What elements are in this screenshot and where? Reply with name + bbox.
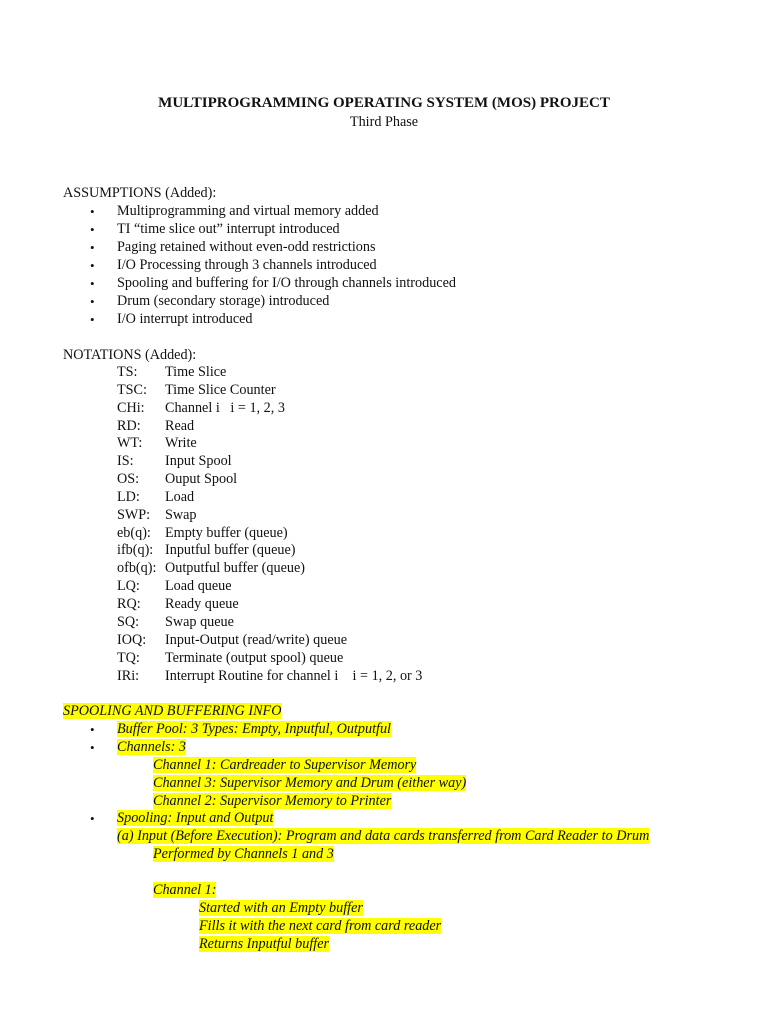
bullet-icon: • — [90, 258, 95, 273]
bullet-icon: • — [90, 276, 95, 291]
bullet-icon: • — [90, 740, 95, 755]
notation-abbr: RD: — [117, 418, 141, 434]
assumption-item: I/O interrupt introduced — [117, 311, 253, 327]
notation-desc: Input-Output (read/write) queue — [165, 632, 348, 648]
assumption-item: Spooling and buffering for I/O through channels introduced — [117, 275, 456, 291]
notation-abbr: LQ: — [117, 578, 140, 594]
assumption-item: TI “time slice out” interrupt introduced — [117, 221, 340, 237]
notation-row — [117, 560, 305, 577]
page-subtitle: Third Phase — [349, 114, 419, 130]
notation-row — [117, 453, 232, 470]
channel1-step — [199, 900, 363, 917]
notation-desc: Interrupt Routine for channel i i = 1, 2, or 3 — [165, 668, 423, 684]
channel1-step — [199, 936, 329, 953]
notation-desc: Empty buffer (queue) — [165, 525, 288, 541]
notation-desc: Input Spool — [165, 453, 232, 469]
channel1-step-text: Returns Inputful buffer — [199, 936, 330, 952]
notation-row — [117, 435, 197, 452]
notation-row — [117, 632, 347, 649]
channel1-heading-text: Channel 1: — [153, 882, 217, 898]
assumptions-heading: ASSUMPTIONS (Added): — [63, 185, 217, 201]
assumption-item: Multiprogramming and virtual memory added — [117, 203, 379, 219]
page-title: MULTIPROGRAMMING OPERATING SYSTEM (MOS) PROJECT — [158, 95, 610, 111]
notation-desc: Load queue — [165, 578, 232, 594]
channel1-step-text: Started with an Empty buffer — [199, 900, 363, 916]
notation-row — [117, 614, 234, 631]
notation-abbr: ifb(q): — [117, 542, 154, 558]
spooling-heading — [63, 703, 281, 720]
bullet-icon: • — [90, 222, 95, 237]
notation-abbr: TSC: — [117, 382, 147, 398]
assumption-item: Paging retained without even-odd restrictions — [117, 239, 376, 255]
channel-line-text: Channel 1: Cardreader to Supervisor Memory — [153, 757, 417, 773]
channel1-step — [199, 918, 441, 935]
buffer-pool-item — [117, 721, 391, 738]
bullet-icon: • — [90, 722, 95, 737]
notation-abbr: ofb(q): — [117, 560, 157, 576]
notation-row — [117, 489, 194, 506]
channel-line-text: Channel 2: Supervisor Memory to Printer — [153, 793, 392, 809]
notation-desc: Time Slice Counter — [165, 382, 276, 398]
notation-desc: Ready queue — [165, 596, 239, 612]
notation-desc: Load — [165, 489, 195, 505]
notation-desc: Inputful buffer (queue) — [165, 542, 296, 558]
notation-desc: Swap — [165, 507, 197, 523]
notation-desc: Outputful buffer (queue) — [165, 560, 305, 576]
channel-line — [153, 793, 391, 810]
assumption-item: Drum (secondary storage) introduced — [117, 293, 330, 309]
channels-text: Channels: 3 — [117, 739, 186, 755]
notation-row — [117, 596, 239, 613]
notation-desc: Write — [165, 435, 197, 451]
notation-abbr: CHi: — [117, 400, 145, 416]
performed-by-line — [153, 846, 334, 863]
notation-row — [117, 364, 226, 381]
channel1-heading — [153, 882, 216, 899]
notation-row — [117, 525, 288, 542]
input-line-text: (a) Input (Before Execution): Program and data cards transferred from Card Reader to Drum — [117, 828, 650, 844]
notation-abbr: OS: — [117, 471, 140, 487]
notation-desc: Terminate (output spool) queue — [165, 650, 344, 666]
notation-desc: Swap queue — [165, 614, 234, 630]
channel-line-text: Channel 3: Supervisor Memory and Drum (either way) — [153, 775, 467, 791]
notations-heading: NOTATIONS (Added): — [63, 347, 197, 363]
spooling-item — [117, 810, 273, 827]
notation-abbr: WT: — [117, 435, 143, 451]
spooling-heading-text: SPOOLING AND BUFFERING INFO — [63, 703, 282, 719]
notation-row — [117, 650, 343, 667]
notation-abbr: RQ: — [117, 596, 141, 612]
notation-desc: Read — [165, 418, 195, 434]
notation-row — [117, 578, 232, 595]
channel-line — [153, 757, 416, 774]
bullet-icon: • — [90, 811, 95, 826]
channel1-step-text: Fills it with the next card from card reader — [199, 918, 442, 934]
channel-line — [153, 775, 466, 792]
spooling-text: Spooling: Input and Output — [117, 810, 274, 826]
notation-row — [117, 418, 194, 435]
notation-abbr: TS: — [117, 364, 138, 380]
bullet-icon: • — [90, 312, 95, 327]
assumption-item: I/O Processing through 3 channels introduced — [117, 257, 377, 273]
notation-row — [117, 471, 237, 488]
input-line — [117, 828, 649, 845]
bullet-icon: • — [90, 240, 95, 255]
notation-desc: Ouput Spool — [165, 471, 238, 487]
notation-desc: Channel i i = 1, 2, 3 — [165, 400, 285, 416]
notation-abbr: eb(q): — [117, 525, 151, 541]
notation-abbr: SWP: — [117, 507, 151, 523]
bullet-icon: • — [90, 204, 95, 219]
notation-desc: Time Slice — [165, 364, 227, 380]
notation-row — [117, 382, 276, 399]
buffer-pool-text: Buffer Pool: 3 Types: Empty, Inputful, Outputful — [117, 721, 391, 737]
notation-abbr: IS: — [117, 453, 134, 469]
notation-abbr: IOQ: — [117, 632, 147, 648]
notation-row — [117, 668, 422, 685]
channels-item — [117, 739, 186, 756]
notation-row — [117, 400, 285, 417]
notation-row — [117, 542, 296, 559]
notation-abbr: LD: — [117, 489, 140, 505]
notation-abbr: SQ: — [117, 614, 140, 630]
notation-row — [117, 507, 197, 524]
bullet-icon: • — [90, 294, 95, 309]
notation-abbr: TQ: — [117, 650, 140, 666]
performed-by-text: Performed by Channels 1 and 3 — [153, 846, 334, 862]
notation-abbr: IRi: — [117, 668, 140, 684]
